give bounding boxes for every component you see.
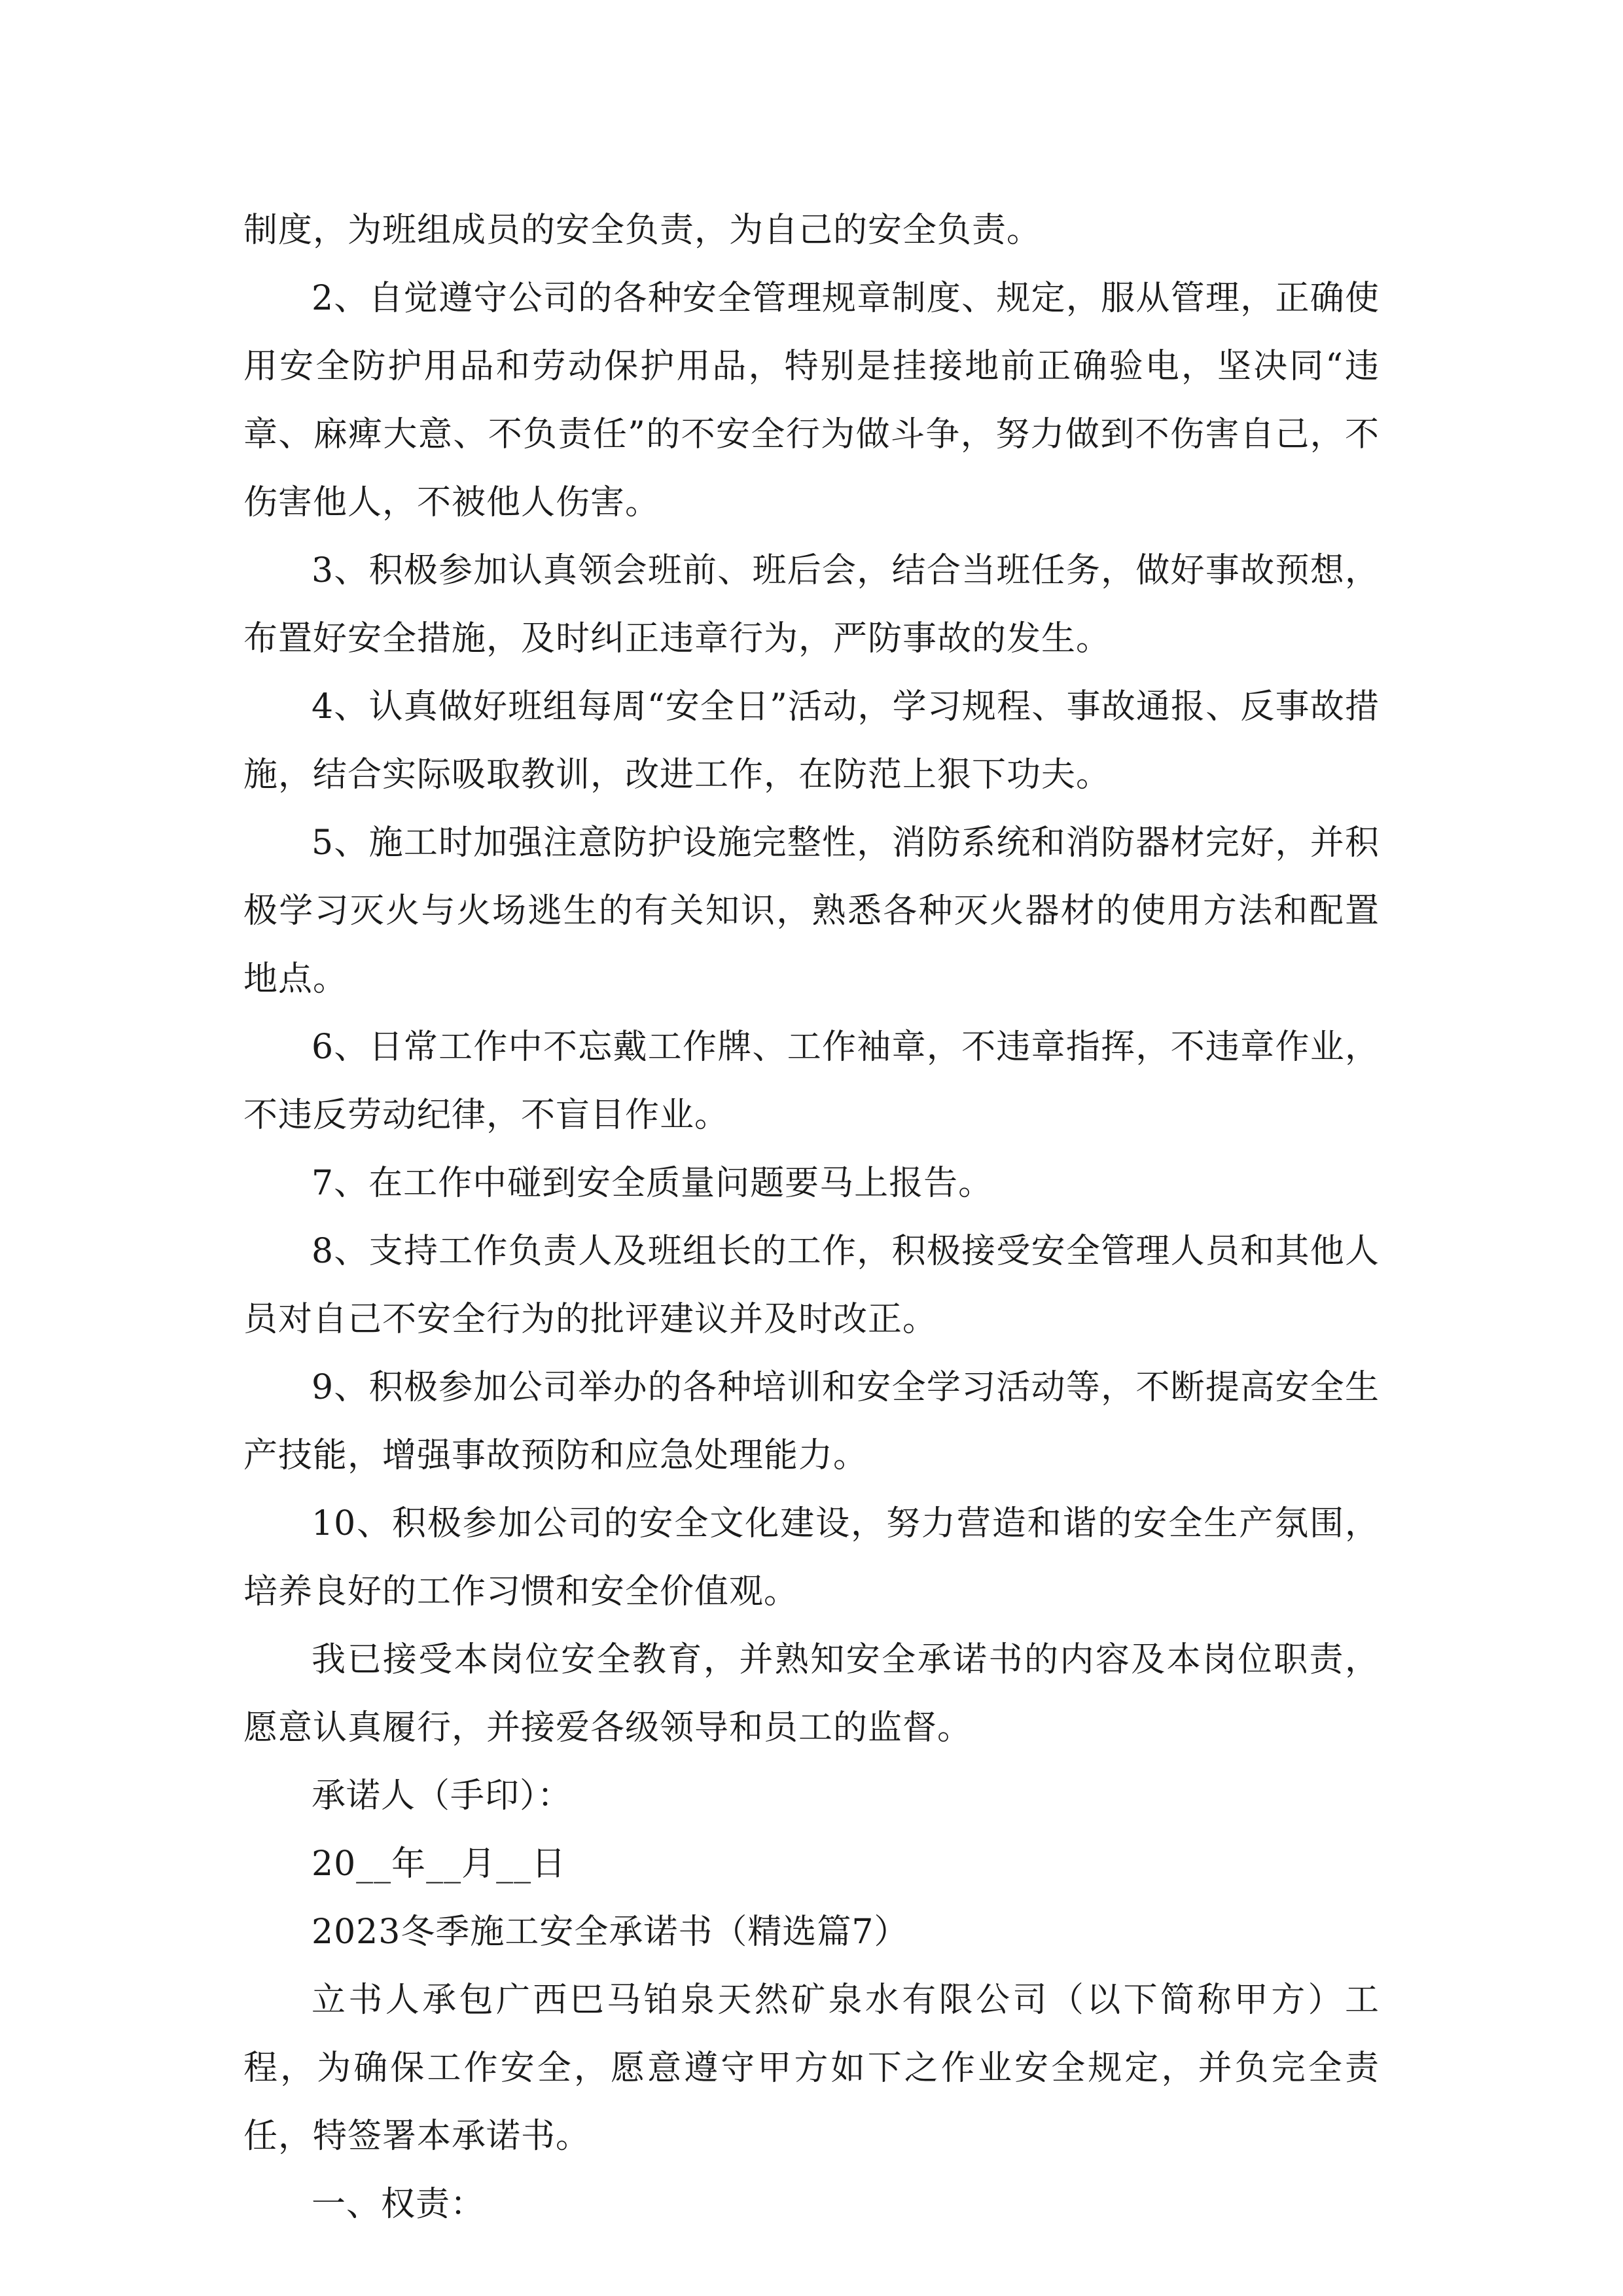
- paragraph-item-9: 9、积极参加公司举办的各种培训和安全学习活动等，不断提高安全生产技能，增强事故预防和应急处理能力。: [243, 1368, 1380, 1475]
- document-body: [243, 196, 1380, 2238]
- paragraph-item-10: 10、积极参加公司的安全文化建设，努力营造和谐的安全生产氛围，培养良好的工作习惯和安全价值观。: [243, 1504, 1380, 1611]
- paragraph-acknowledgement: 我已接受本岗位安全教育，并熟知安全承诺书的内容及本岗位职责，愿意认真履行，并接爱各级领导和员工的监督。: [243, 1640, 1380, 1748]
- paragraph-item-6: 6、日常工作中不忘戴工作牌、工作袖章，不违章指挥，不违章作业，不违反劳动纪律，不盲目作业。: [243, 1028, 1380, 1135]
- signature-line: 承诺人（手印）：: [312, 1776, 573, 1816]
- paragraph-item-7: 7、在工作中碰到安全质量问题要马上报告。: [312, 1164, 993, 1203]
- paragraph-intro: 立书人承包广西巴马铂泉天然矿泉水有限公司（以下简称甲方）工程，为确保工作安全，愿意遵守甲方如下之作业安全规定，并负完全责任，特签署本承诺书。: [243, 1981, 1380, 2156]
- section-title: 2023冬季施工安全承诺书（精选篇7）: [312, 1912, 909, 1952]
- section-heading-rights: 一、权责：: [312, 2185, 486, 2224]
- date-line: 20__年__月__日: [312, 1844, 567, 1884]
- paragraph-continuation: 制度，为班组成员的安全负责，为自己的安全负责。: [243, 211, 1042, 250]
- paragraph-item-4: 4、认真做好班组每周“安全日”活动，学习规程、事故通报、反事故措施，结合实际吸取教训，改进工作，在防范上狠下功夫。: [243, 687, 1380, 795]
- paragraph-item-5: 5、施工时加强注意防护设施完整性，消防系统和消防器材完好，并积极学习灭火与火场逃生的有关知识，熟悉各种灭火器材的使用方法和配置地点。: [243, 823, 1380, 999]
- paragraph-item-8: 8、支持工作负责人及班组长的工作，积极接受安全管理人员和其他人员对自己不安全行为的批评建议并及时改正。: [243, 1232, 1380, 1339]
- paragraph-item-2: 2、自觉遵守公司的各种安全管理规章制度、规定，服从管理，正确使用安全防护用品和劳动保护用品，特别是挂接地前正确验电，坚决同“违章、麻痺大意、不负责任”的不安全行为做斗争，努力做到不伤害自己，不伤害他人，不被他人伤害。: [243, 279, 1380, 522]
- paragraph-item-3: 3、积极参加认真领会班前、班后会，结合当班任务，做好事故预想，布置好安全措施，及时纠正违章行为，严防事故的发生。: [243, 551, 1380, 658]
